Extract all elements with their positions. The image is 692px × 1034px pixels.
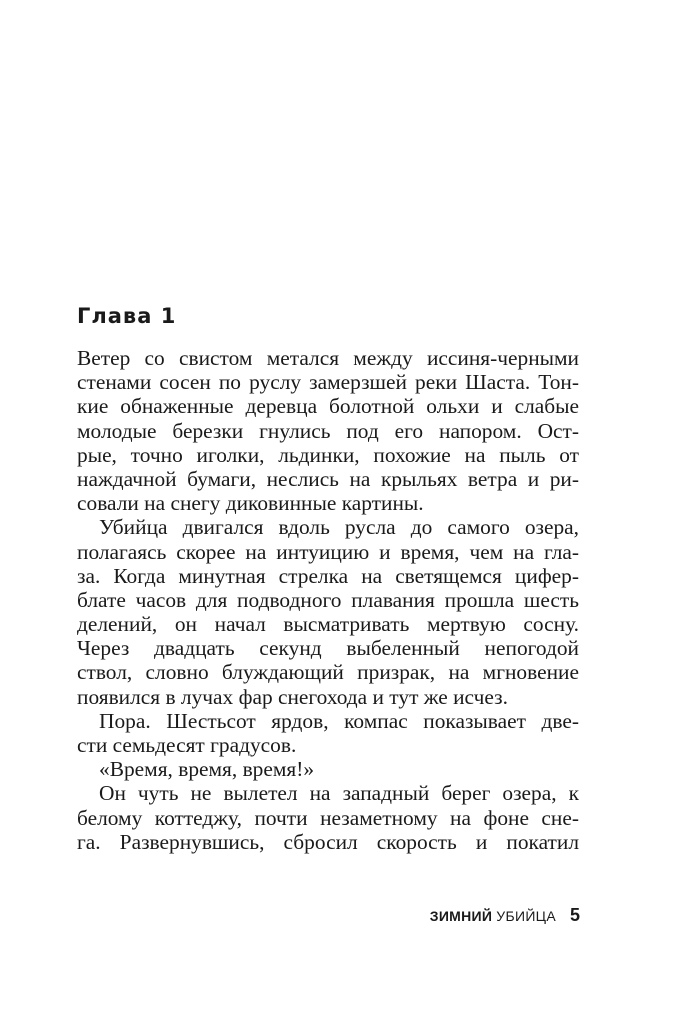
text-line: совали на снегу диковинные картины. [77, 491, 424, 516]
text-line: полагаясь скорее на интуицию и время, чем на гла- [77, 539, 579, 564]
chapter-title: Глава 1 [77, 304, 177, 328]
text-line: «Время, время, время!» [99, 757, 315, 782]
book-title-word-1: ЗИМНИЙ [429, 908, 493, 924]
chapter-body-text [77, 346, 579, 854]
text-line: наждачной бумаги, неслись на крыльях ветра и ри- [77, 466, 579, 491]
text-line: стенами сосен по руслу замерзшей реки Шаста. Тон- [77, 370, 579, 395]
book-title-word-2: УБИЙЦА [496, 908, 556, 924]
text-line: га. Развернувшись, сбросил скорость и покатил [77, 829, 579, 854]
text-line: белому коттеджу, почти незаметному на фоне сне- [77, 805, 579, 830]
text-line: Убийца двигался вдоль русла до самого озера, [99, 515, 579, 540]
text-line: рые, точно иголки, льдинки, похожие на пыль от [77, 442, 579, 467]
text-line: Пора. Шестьсот ярдов, компас показывает две- [99, 708, 579, 733]
text-line: блате часов для подводного плавания прошла шесть [77, 587, 579, 612]
text-line: Он чуть не вылетел на западный берег озера, к [99, 781, 579, 806]
page-footer [430, 905, 580, 931]
text-line: молодые березки гнулись под его напором. Ост- [77, 418, 579, 443]
text-line: за. Когда минутная стрелка на светящемся цифер- [77, 563, 579, 588]
page-number: 5 [569, 905, 580, 925]
text-line: Ветер со свистом метался между иссиня-черными [77, 346, 579, 370]
text-line: появился в лучах фар снегохода и тут же исчез. [77, 684, 508, 709]
text-line: делений, он начал высматривать мертвую сосну. [77, 612, 579, 637]
text-line: сти семьдесят градусов. [77, 733, 297, 757]
text-line: ствол, словно блуждающий призрак, на мгновение [77, 660, 579, 685]
text-line: Через двадцать секунд выбеленный непогодой [77, 636, 579, 661]
text-line: кие обнаженные деревца болотной ольхи и слабые [77, 394, 579, 419]
